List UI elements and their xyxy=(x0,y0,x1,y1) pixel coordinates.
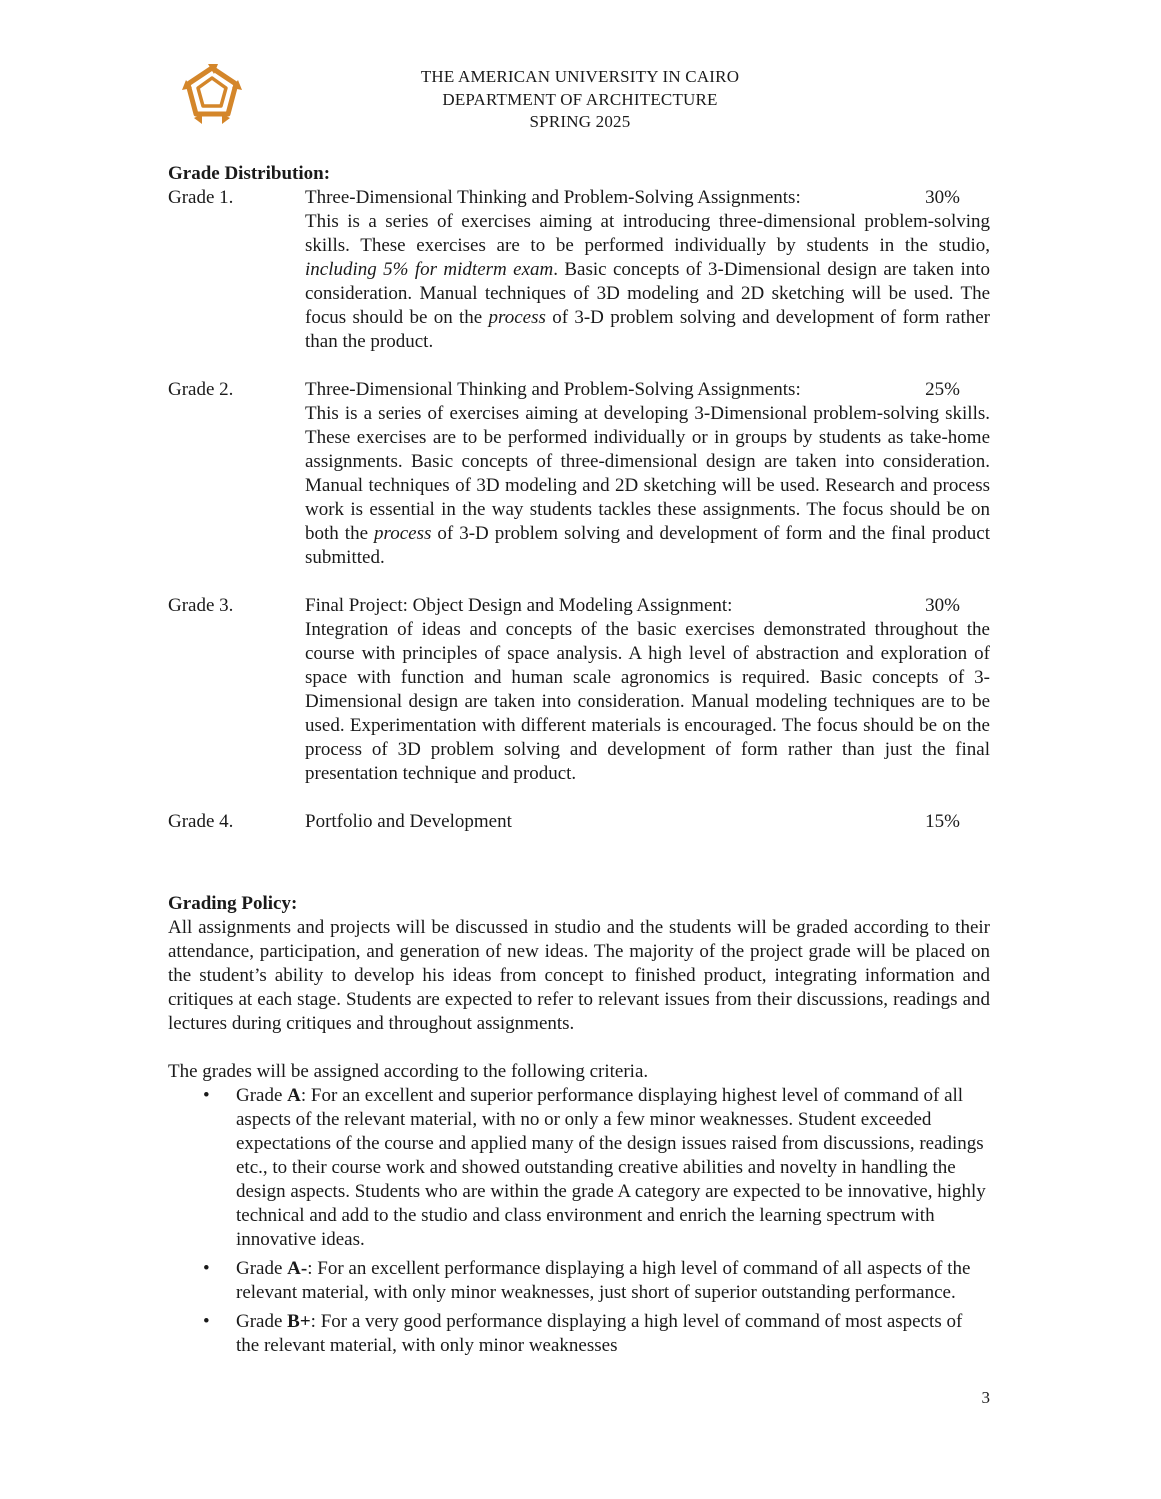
grade-label: Grade 2. xyxy=(168,379,234,400)
grade-item-1 xyxy=(168,186,990,354)
grade-percent: 15% xyxy=(925,811,960,832)
grade-letter: A- xyxy=(287,1258,308,1279)
grade-description: Integration of ideas and concepts of the basic exercises demonstrated throughout the course with principles of space analysis. A high level of abstraction and exploration of space with function and human scale agronomics is required. Basic concepts of 3-Dimensional design are taken into consideration. Manual modeling techniques are to be used. Experimentation with different materials is encouraged. The focus should be on the process of 3D problem solving and development of form rather than just the final presentation technique and product. xyxy=(305,619,990,784)
text-span: Grade xyxy=(236,1085,288,1106)
grade-description xyxy=(305,210,990,354)
criteria-text xyxy=(236,1257,990,1305)
department-name: DEPARTMENT OF ARCHITECTURE xyxy=(442,89,718,109)
grade-label: Grade 1. xyxy=(168,187,234,208)
emphasis-text: including 5% for midterm exam xyxy=(305,259,554,280)
grade-title: Final Project: Object Design and Modeling Assignment: xyxy=(305,595,733,616)
grade-body xyxy=(305,378,990,570)
text-span: of 3-D problem solving and development of form and the final product submitted. xyxy=(305,523,990,568)
term: SPRING 2025 xyxy=(529,112,631,131)
grade-item-4 xyxy=(168,810,990,834)
criteria-intro: The grades will be assigned according to the following criteria. xyxy=(168,1061,649,1082)
text-span: . Basic concepts of 3-Dimensional design are taken into consideration. Manual techniques of 3D modeling and 2D sketching will be used. The focus should be on the xyxy=(305,259,991,328)
criteria-text xyxy=(236,1310,990,1358)
text-span: Grade xyxy=(236,1258,288,1279)
emphasis-text: process xyxy=(488,307,546,328)
grade-percent: 25% xyxy=(925,379,960,400)
list-item xyxy=(168,1257,990,1305)
grade-title-row xyxy=(305,594,990,618)
list-item xyxy=(168,1084,990,1252)
text-span: of 3-D problem solving and development of form rather than the product. xyxy=(305,307,990,352)
grade-item-3 xyxy=(168,594,990,786)
grade-description xyxy=(305,402,990,570)
grade-title-row xyxy=(305,810,990,834)
grade-body xyxy=(305,186,990,354)
grade-label: Grade 4. xyxy=(168,811,234,832)
criteria-text xyxy=(236,1084,990,1252)
text-span: This is a series of exercises aiming at developing 3-Dimensional problem-solving skills. These exercises are to be performed individually or in groups by students as take-home assignments. Basic concepts of three-dimensional design are taken into consideration. Manual techniques of 3D modeling and 2D sketching will be used. Research and process work is essential in the way students tackles these assignments. The focus should be on both the xyxy=(305,403,990,544)
grade-item-2 xyxy=(168,378,990,570)
criteria-list xyxy=(168,1084,990,1358)
text-span: : For an excellent performance displaying a high level of command of all aspects of the relevant material, with only minor weaknesses, just short of superior outstanding performance. xyxy=(236,1258,971,1303)
grade-percent: 30% xyxy=(925,595,960,616)
main-content xyxy=(168,162,990,1363)
text-span: This is a series of exercises aiming at introducing three-dimensional problem-solving skills. These exercises are to be performed individually by students in the studio, xyxy=(305,211,990,256)
grade-label: Grade 3. xyxy=(168,595,234,616)
grade-letter: B+ xyxy=(287,1311,311,1332)
bullet-icon: • xyxy=(203,1258,210,1279)
grade-body xyxy=(305,810,990,834)
document-header xyxy=(330,66,830,134)
bullet-icon: • xyxy=(203,1311,210,1332)
grade-distribution-heading: Grade Distribution: xyxy=(168,163,331,184)
grading-policy-text: All assignments and projects will be discussed in studio and the students will be graded according to their attendance, participation, and generation of new ideas. The majority of the project grade will be placed on the student’s ability to develop his ideas from concept to finished product, integrating information and critiques at each stage. Students are expected to refer to relevant issues from their discussions, readings and lectures during critiques and throughout assignments. xyxy=(168,917,990,1034)
grade-title-row xyxy=(305,378,990,402)
grade-title-row xyxy=(305,186,990,210)
grade-title: Portfolio and Development xyxy=(305,811,512,832)
list-item xyxy=(168,1310,990,1358)
text-span: Grade xyxy=(236,1311,288,1332)
bullet-icon: • xyxy=(203,1085,210,1106)
university-name: THE AMERICAN UNIVERSITY IN CAIRO xyxy=(420,67,740,86)
grading-policy-heading: Grading Policy: xyxy=(168,893,298,914)
text-span: : For a very good performance displaying a high level of command of most aspects of the relevant material, with only minor weaknesses xyxy=(236,1311,963,1356)
grade-percent: 30% xyxy=(925,187,960,208)
grade-body xyxy=(305,594,990,786)
grade-letter: A xyxy=(287,1085,301,1106)
page-number: 3 xyxy=(981,1388,990,1407)
grade-title: Three-Dimensional Thinking and Problem-Solving Assignments: xyxy=(305,379,801,400)
text-span: : For an excellent and superior performance displaying highest level of command of all aspects of the relevant material, with no or only a few minor weaknesses. Student exceeded expectations of the course and applied many of the design issues raised from discussions, readings etc., to their course work and showed outstanding creative abilities and novelty in handling the design aspects. Students who are within the grade A category are expected to be innovative, highly technical and add to the studio and class environment and enrich the learning spectrum with innovative ideas. xyxy=(236,1085,986,1250)
grade-title: Three-Dimensional Thinking and Problem-Solving Assignments: xyxy=(305,187,801,208)
emphasis-text: process xyxy=(374,523,432,544)
university-logo-icon xyxy=(178,62,246,126)
